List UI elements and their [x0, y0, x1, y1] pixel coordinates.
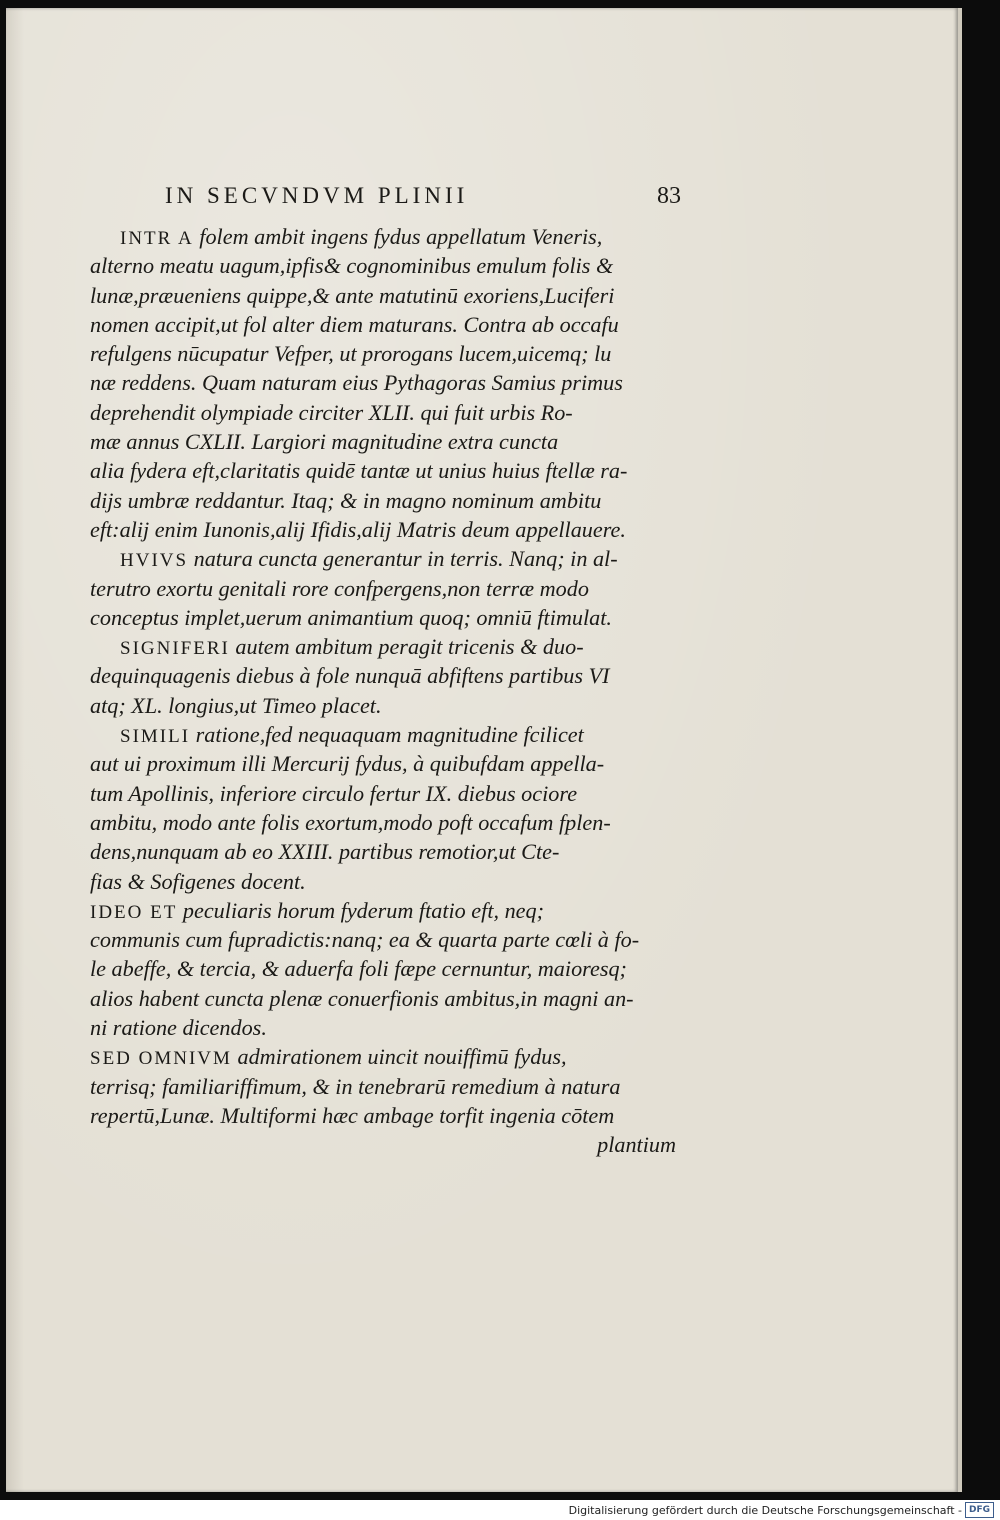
- footer-bar: [0, 1500, 1000, 1520]
- text-line: [90, 281, 676, 310]
- text-line: [90, 720, 676, 749]
- line-text: ni ratione dicendos.: [90, 1015, 267, 1041]
- section-lead-word: SIMILI: [120, 726, 191, 748]
- text-line: [90, 984, 676, 1013]
- section-lead-word: HVIVS: [120, 550, 189, 572]
- text-line: [90, 691, 676, 720]
- line-text: nomen accipit,ut fol alter diem maturans. Contra ab occafu: [90, 311, 619, 337]
- page-number: 83: [657, 183, 681, 209]
- text-line: [90, 808, 676, 837]
- text-line: [90, 837, 676, 866]
- line-text: dequinquagenis diebus à fole nunquā abfiftens partibus VI: [90, 663, 610, 689]
- text-line: [90, 368, 676, 397]
- line-text: mæ annus CXLII. Largiori magnitudine extra cuncta: [90, 429, 559, 455]
- line-text: næ reddens. Quam naturam eius Pythagoras Samius primus: [90, 370, 623, 396]
- text-line: [90, 310, 676, 339]
- text-line: [90, 603, 676, 632]
- line-text: terutro exortu genitali rore confpergens,non terræ modo: [90, 575, 589, 601]
- line-text: lunæ,præueniens quippe,& ante matutinū exoriens,Luciferi: [90, 282, 615, 308]
- line-text: plantium: [597, 1132, 676, 1158]
- text-line: [90, 515, 676, 544]
- text-body: [90, 222, 676, 1160]
- text-line: [90, 1101, 676, 1130]
- text-line: [90, 398, 676, 427]
- line-text: fias & Sofigenes docent.: [90, 868, 306, 894]
- text-line: [90, 1130, 676, 1159]
- text-line: [90, 222, 676, 251]
- line-text: ambitu, modo ante folis exortum,modo poft occafum fplen-: [90, 809, 611, 835]
- text-line: [90, 632, 676, 661]
- text-line: [90, 779, 676, 808]
- text-line: [90, 544, 676, 573]
- line-text: ratione,fed nequaquam magnitudine fcilicet: [195, 722, 584, 748]
- section-lead-word: INTR A: [120, 228, 194, 249]
- line-text: atq; XL. longius,ut Timeo placet.: [90, 692, 382, 718]
- page-header: [165, 183, 685, 217]
- text-line: [90, 486, 676, 515]
- line-text: dijs umbræ reddantur. Itaq; & in magno nominum ambitu: [90, 487, 602, 513]
- line-text: tum Apollinis, inferiore circulo fertur IX. diebus ociore: [90, 780, 578, 806]
- section-lead-word: IDEO ET: [90, 901, 178, 923]
- line-text: alterno meatu uagum,ipfis& cognominibus emulum folis &: [90, 253, 614, 279]
- section-lead-word: SIGNIFERI: [120, 638, 230, 660]
- line-text: alios habent cuncta plenæ conuerfionis ambitus,in magni an-: [90, 985, 634, 1011]
- line-text: le abeffe, & tercia, & aduerfa foli fæpe cernuntur, maioresq;: [90, 956, 627, 982]
- line-text: repertū,Lunæ. Multiformi hæc ambage torfit ingenia cōtem: [90, 1102, 615, 1128]
- line-text: admirationem uincit nouiffimū fydus,: [237, 1044, 567, 1070]
- funding-notice: Digitalisierung gefördert durch die Deutsche Forschungsgemeinschaft -: [568, 1504, 962, 1517]
- text-line: [90, 1072, 676, 1101]
- text-line: [90, 954, 676, 983]
- text-line: [90, 1042, 676, 1071]
- dfg-logo: DFG: [965, 1502, 994, 1518]
- line-text: terrisq; familiariffimum, & in tenebrarū remedium à natura: [90, 1073, 621, 1099]
- text-line: [90, 661, 676, 690]
- text-line: [90, 251, 676, 280]
- text-line: [90, 867, 676, 896]
- line-text: folem ambit ingens fydus appellatum Veneris,: [199, 224, 603, 249]
- running-head: IN SECVNDVM PLINII: [165, 183, 469, 208]
- line-text: aut ui proximum illi Mercurij fydus, à quibufdam appella-: [90, 751, 605, 777]
- page-edge: [958, 8, 962, 1492]
- line-text: deprehendit olympiade circiter XLII. qui fuit urbis Ro-: [90, 399, 573, 425]
- line-text: alia fydera eft,claritatis quidē tantæ ut unius huius ftellæ ra-: [90, 458, 628, 484]
- line-text: autem ambitum peragit tricenis & duo-: [235, 634, 584, 660]
- section-lead-word: SED OMNIVM: [90, 1048, 232, 1070]
- line-text: eft:alij enim Iunonis,alij Ifidis,alij Matris deum appellauere.: [90, 516, 626, 542]
- text-line: [90, 574, 676, 603]
- text-line: [90, 925, 676, 954]
- text-line: [90, 749, 676, 778]
- line-text: dens,nunquam ab eo XXIII. partibus remotior,ut Cte-: [90, 839, 560, 865]
- line-text: refulgens nūcupatur Vefper, ut prorogans lucem,uicemq; lu: [90, 341, 612, 367]
- line-text: natura cuncta generantur in terris. Nanq; in al-: [193, 546, 618, 572]
- text-line: [90, 427, 676, 456]
- line-text: communis cum fupradictis:nanq; ea & quarta parte cœli à fo-: [90, 927, 640, 953]
- text-line: [90, 456, 676, 485]
- line-text: peculiaris horum fyderum ftatio eft, neq;: [182, 897, 545, 923]
- line-text: conceptus implet,uerum animantium quoq; omniū ftimulat.: [90, 604, 612, 630]
- text-line: [90, 339, 676, 368]
- text-line: [90, 1013, 676, 1042]
- text-line: [90, 896, 676, 925]
